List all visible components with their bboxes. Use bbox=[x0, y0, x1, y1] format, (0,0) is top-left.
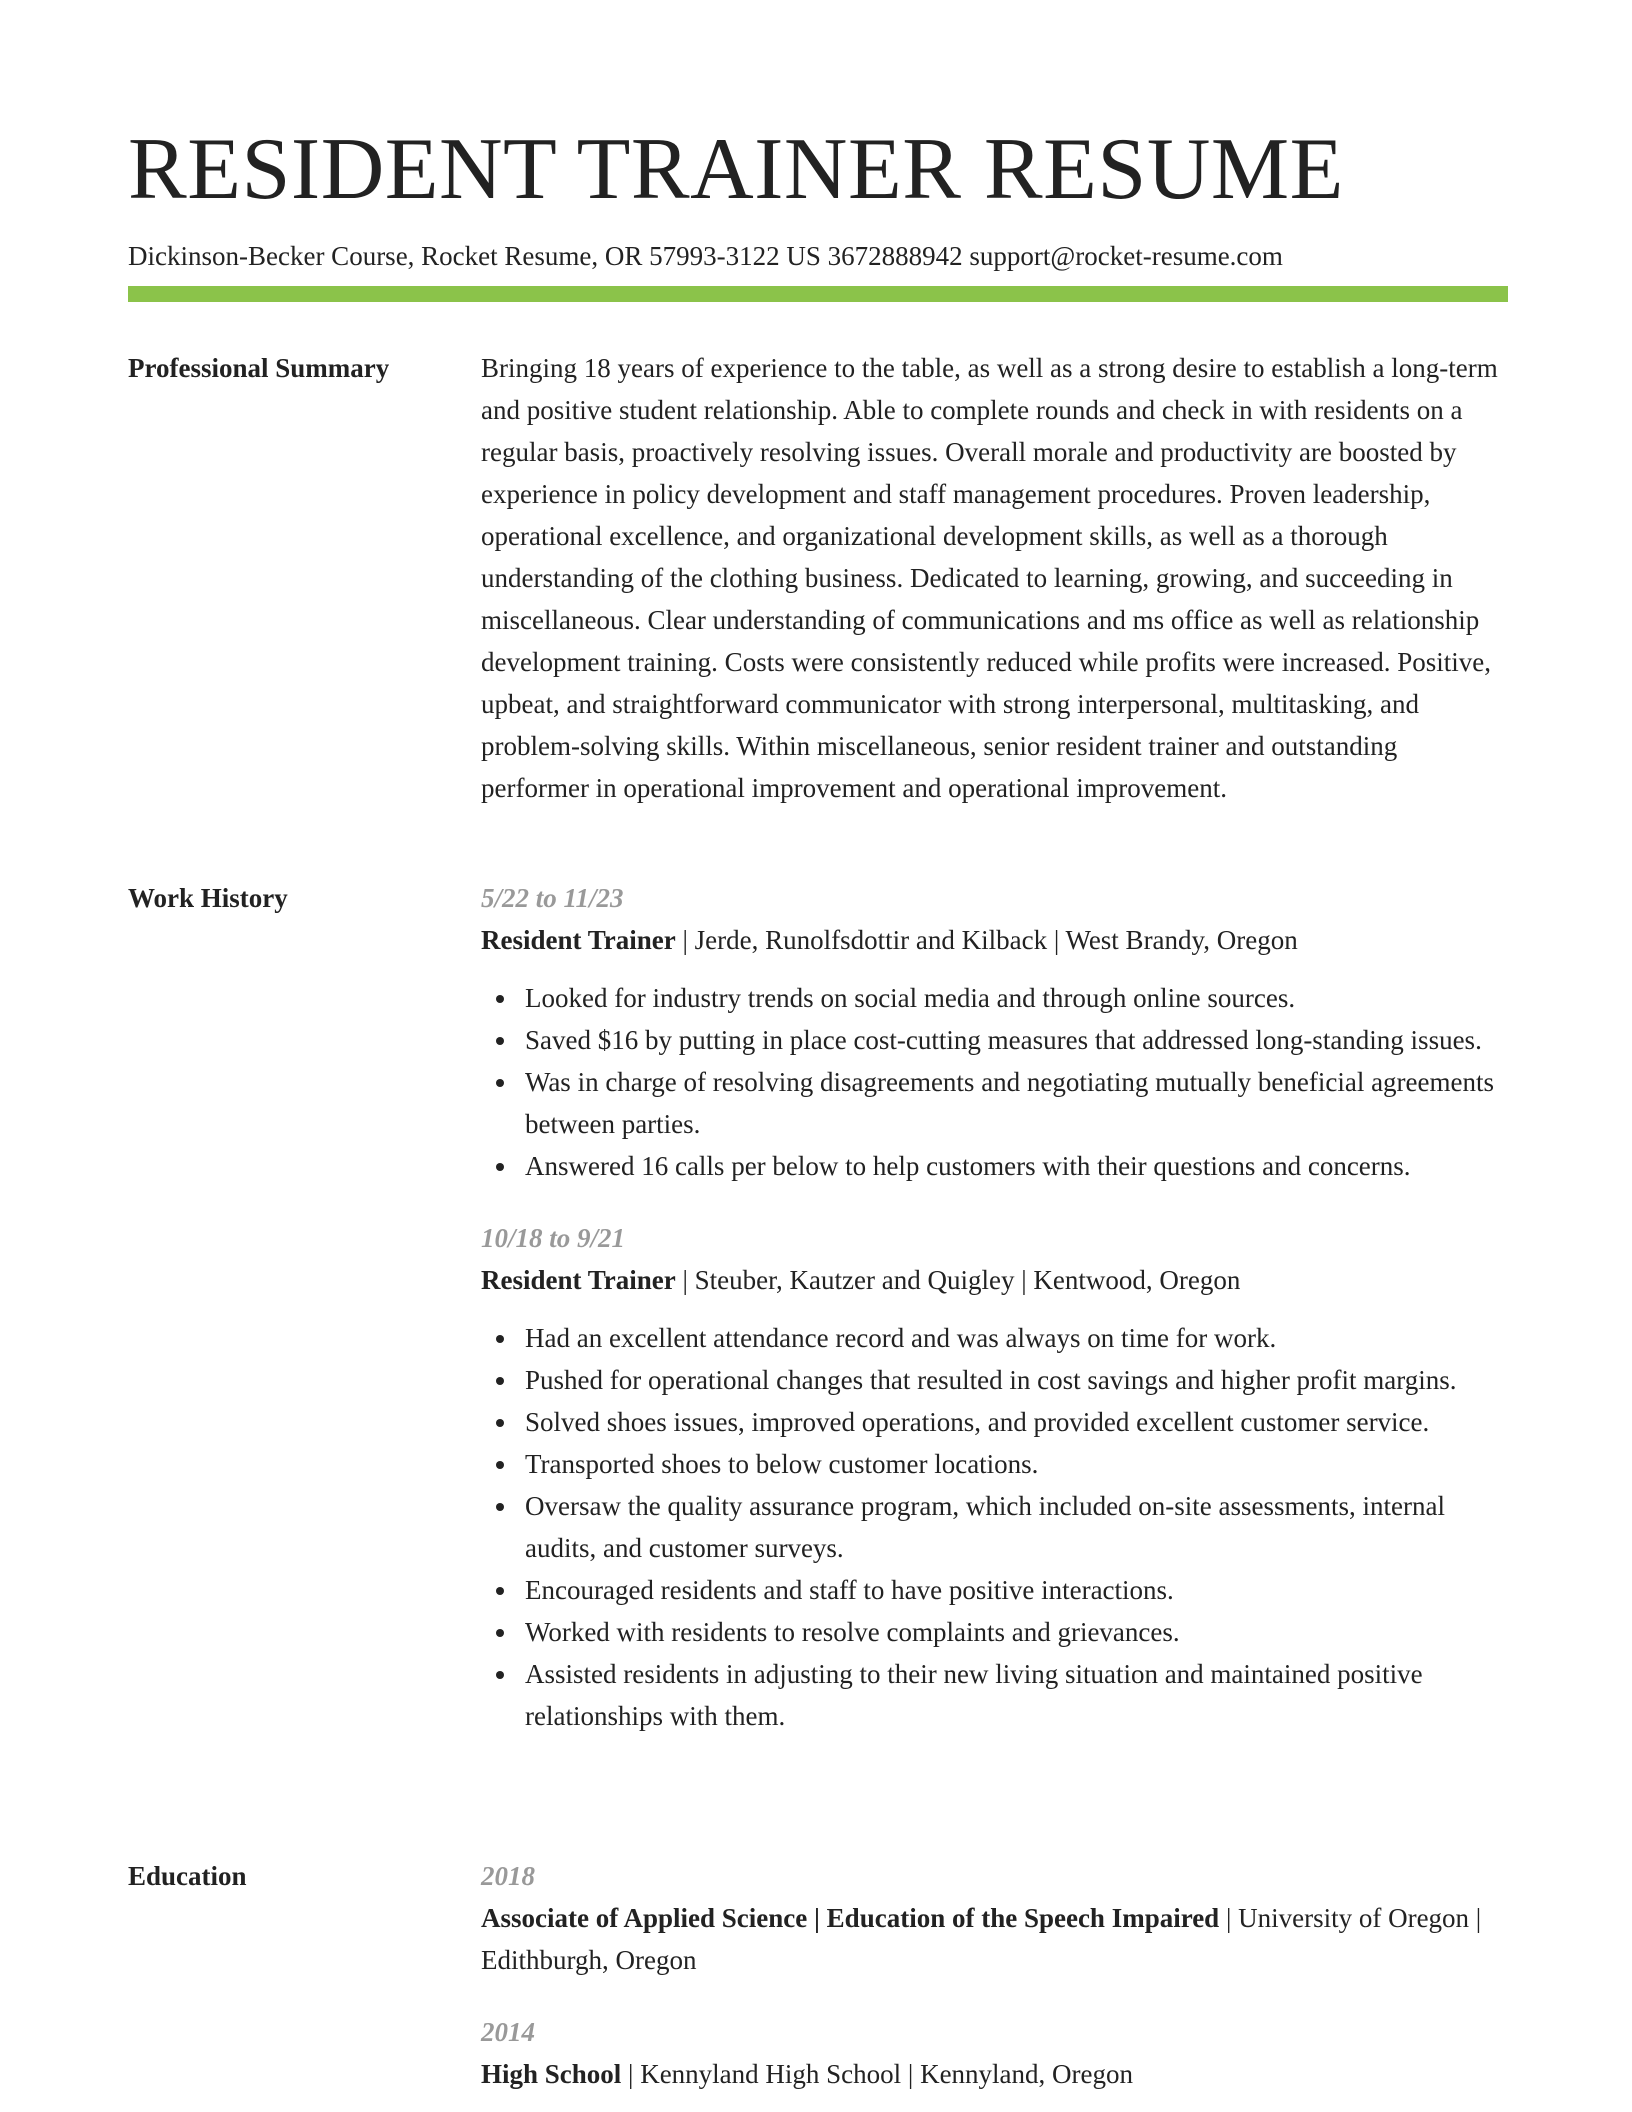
job-bullet: Answered 16 calls per below to help customers with their questions and concerns. bbox=[525, 1145, 1508, 1187]
resume-header bbox=[128, 118, 1508, 274]
resume-title: RESIDENT TRAINER RESUME bbox=[128, 121, 1344, 218]
education-heading: Education bbox=[128, 1861, 247, 1891]
job-heading bbox=[481, 919, 1508, 961]
job-dates: 5/22 to 11/23 bbox=[481, 883, 624, 913]
job-entry bbox=[481, 1217, 1508, 1737]
job-entry bbox=[481, 877, 1508, 1187]
job-details: | Steuber, Kautzer and Quigley | Kentwood, Oregon bbox=[675, 1265, 1241, 1295]
education-details: | Kennyland High School | Kennyland, Oregon bbox=[621, 2059, 1134, 2089]
job-bullet: Had an excellent attendance record and was always on time for work. bbox=[525, 1317, 1508, 1359]
job-bullet: Assisted residents in adjusting to their new living situation and maintained positive relationships with them. bbox=[525, 1653, 1508, 1737]
job-bullet-list bbox=[481, 977, 1508, 1187]
job-bullet-list bbox=[481, 1317, 1508, 1737]
education-year: 2014 bbox=[481, 2017, 535, 2047]
job-bullet: Was in charge of resolving disagreements and negotiating mutually beneficial agreements between parties. bbox=[525, 1061, 1508, 1145]
education-degree: High School bbox=[481, 2059, 622, 2089]
education-body bbox=[481, 1855, 1508, 2095]
education-details: | University of Oregon | Edithburgh, Oregon bbox=[481, 1903, 1482, 1975]
job-title: Resident Trainer bbox=[481, 925, 676, 955]
accent-divider bbox=[128, 286, 1508, 302]
job-heading bbox=[481, 1259, 1508, 1301]
education-year: 2018 bbox=[481, 1861, 535, 1891]
work-history-heading: Work History bbox=[128, 883, 288, 913]
job-dates: 10/18 to 9/21 bbox=[481, 1223, 626, 1253]
job-bullet: Pushed for operational changes that resulted in cost savings and higher profit margins. bbox=[525, 1359, 1508, 1401]
education-degree: Associate of Applied Science | Education of the Speech Impaired bbox=[481, 1903, 1220, 1933]
job-bullet: Encouraged residents and staff to have positive interactions. bbox=[525, 1569, 1508, 1611]
education-entry bbox=[481, 1855, 1508, 1981]
job-bullet: Oversaw the quality assurance program, which included on-site assessments, internal audits, and customer surveys. bbox=[525, 1485, 1508, 1569]
contact-line: Dickinson-Becker Course, Rocket Resume, OR 57993-3122 US 3672888942 support@rocket-resume.com bbox=[128, 241, 1283, 271]
education-heading-line bbox=[481, 2053, 1508, 2095]
job-bullet: Saved $16 by putting in place cost-cutting measures that addressed long-standing issues. bbox=[525, 1019, 1508, 1061]
work-history-body bbox=[481, 877, 1508, 1737]
summary-body bbox=[481, 347, 1508, 809]
job-bullet: Solved shoes issues, improved operations, and provided excellent customer service. bbox=[525, 1401, 1508, 1443]
education-entry bbox=[481, 2011, 1508, 2095]
job-bullet: Looked for industry trends on social media and through online sources. bbox=[525, 977, 1508, 1019]
job-bullet: Worked with residents to resolve complaints and grievances. bbox=[525, 1611, 1508, 1653]
job-details: | Jerde, Runolfsdottir and Kilback | West Brandy, Oregon bbox=[675, 925, 1298, 955]
summary-text: Bringing 18 years of experience to the table, as well as a strong desire to establish a long-term and positive student relationship. Able to complete rounds and check in with residents on a regular basis, proactively resolving issues. Overall morale and productivity are boosted by experience in policy development and staff management procedures. Proven leadership, operational excellence, and organizational development skills, as well as a thorough understanding of the clothing business. Dedicated to learning, growing, and succeeding in miscellaneous. Clear understanding of communications and ms office as well as relationship development training. Costs were consistently reduced while profits were increased. Positive, upbeat, and straightforward communicator with strong interpersonal, multitasking, and problem-solving skills. Within miscellaneous, senior resident trainer and outstanding performer in operational improvement and operational improvement. bbox=[481, 353, 1498, 803]
summary-heading: Professional Summary bbox=[128, 353, 390, 383]
job-bullet: Transported shoes to below customer locations. bbox=[525, 1443, 1508, 1485]
job-title: Resident Trainer bbox=[481, 1265, 676, 1295]
education-heading-line bbox=[481, 1897, 1508, 1981]
